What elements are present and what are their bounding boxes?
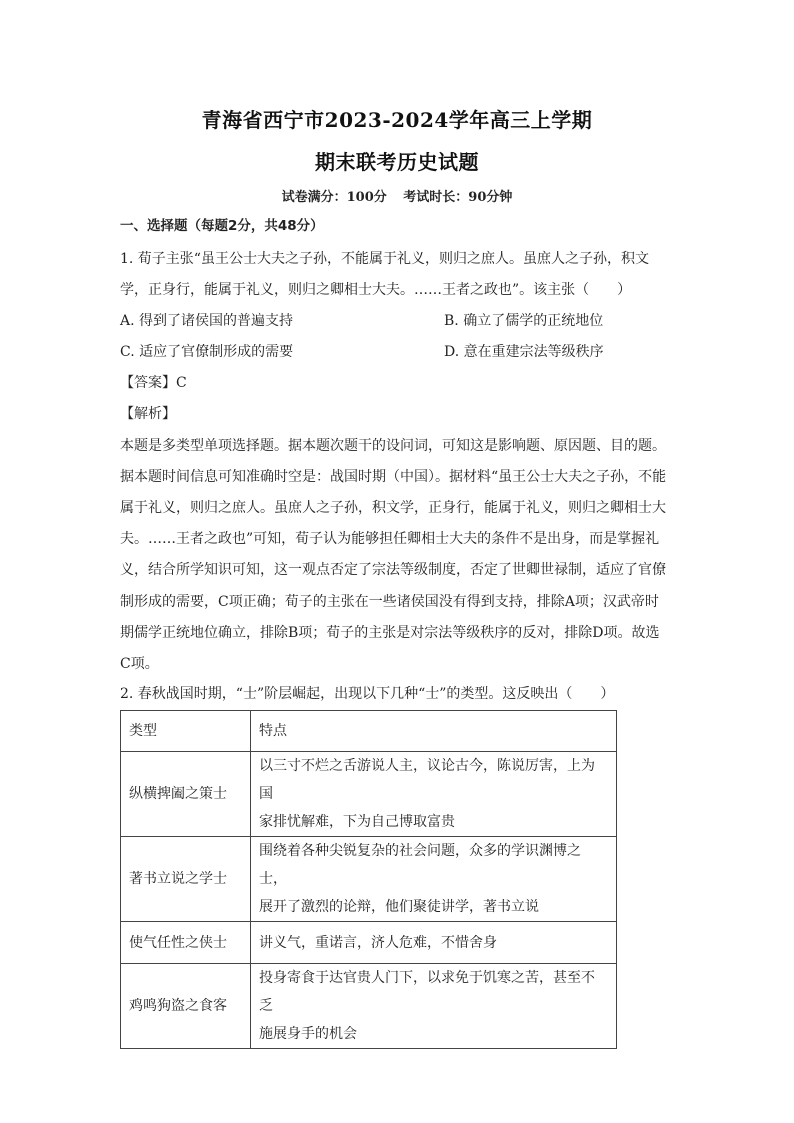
q2-stem: 2. 春秋战国时期，“士”阶层崛起，出现以下几种“士”的类型。这反映出（ ） (120, 686, 615, 702)
trait-line: 以三寸不烂之舌游说人主，议论古今，陈说厉害，上为国 (259, 758, 595, 802)
trait-cell (251, 964, 617, 1049)
full-score: 试卷满分：100分 (281, 190, 387, 205)
q1-analysis-line: 期儒学正统地位确立，排除B项；荀子的主张是对宗法等级秩序的反对，排除D项。故选 (120, 625, 660, 641)
q1-analysis-line: 本题是多类型单项选择题。据本题次题干的设问词，可知这是影响题、原因题、目的题。 (120, 438, 666, 454)
section-heading: 一、选择题（每题2分，共48分） (120, 218, 324, 234)
q1-analysis-line: 义，结合所学知识可知，这一观点否定了宗法等级制度，否定了世卿世禄制，适应了官僚 (120, 562, 666, 578)
exam-meta (0, 186, 794, 205)
page-subtitle: 期末联考历史试题 (315, 150, 479, 174)
trait-cell (251, 752, 617, 837)
q1-answer: 【答案】C (120, 375, 187, 391)
table-header-row (121, 711, 617, 752)
q1-stem-line2: 学，正身行，能属于礼义，则归之卿相士大夫。……王者之政也”。该主张（ ） (120, 282, 632, 298)
trait-cell (251, 837, 617, 922)
table-header-cell: 类型 (121, 711, 251, 752)
q1-analysis-line: 制形成的需要，C项正确；荀子的主张在一些诸侯国没有得到支持，排除A项；汉武帝时 (120, 594, 659, 610)
q1-option-c: C. 适应了官僚制形成的需要 (120, 344, 294, 360)
type-cell: 著书立说之学士 (121, 837, 251, 922)
table-row (121, 752, 617, 837)
type-cell: 纵横捭阖之策士 (121, 752, 251, 837)
q1-analysis-line: C项。 (120, 656, 159, 672)
q2-table (120, 710, 617, 1049)
q1-option-d: D. 意在重建宗法等级秩序 (444, 344, 604, 360)
trait-cell (251, 922, 617, 964)
exam-time: 考试时长：90分钟 (403, 190, 513, 205)
q1-option-a: A. 得到了诸侯国的普遍支持 (120, 313, 294, 329)
q1-analysis-label: 【解析】 (120, 406, 176, 422)
trait-line: 讲义气，重诺言，济人危难，不惜舍身 (259, 934, 497, 951)
trait-line: 展开了激烈的论辩，他们聚徒讲学，著书立说 (259, 899, 539, 915)
page-title: 青海省西宁市2023-2024学年高三上学期 (201, 108, 593, 132)
q1-analysis-line: 夫。……王者之政也”可知，荀子认为能够担任卿相士大夫的条件不是出身，而是掌握礼 (120, 531, 660, 547)
table-row (121, 837, 617, 922)
q1-stem-line1: 1. 荀子主张“虽王公士大夫之子孙，不能属于礼义，则归之庶人。虽庶人之子孙，积文 (120, 251, 649, 267)
trait-line: 施展身手的机会 (259, 1026, 357, 1042)
q1-option-b: B. 确立了儒学的正统地位 (444, 313, 604, 329)
type-cell: 使气任性之侠士 (121, 922, 251, 964)
q1-analysis-line: 据本题时间信息可知准确时空是：战国时期（中国）。据材料“虽王公士大夫之子孙，不能 (120, 469, 667, 485)
trait-line: 家排忧解难，下为自己博取富贵 (259, 814, 455, 830)
table-row (121, 922, 617, 964)
q1-analysis-line: 属于礼义，则归之庶人。虽庶人之子孙，积文学，正身行，能属于礼义，则归之卿相士大 (120, 500, 666, 516)
trait-line: 投身寄食于达官贵人门下，以求免于饥寒之苦，甚至不乏 (259, 970, 595, 1014)
type-cell: 鸡鸣狗盗之食客 (121, 964, 251, 1049)
table-header-cell: 特点 (251, 711, 617, 752)
table-row (121, 964, 617, 1049)
trait-line: 围绕着各种尖锐复杂的社会问题，众多的学识渊博之士， (259, 843, 581, 887)
